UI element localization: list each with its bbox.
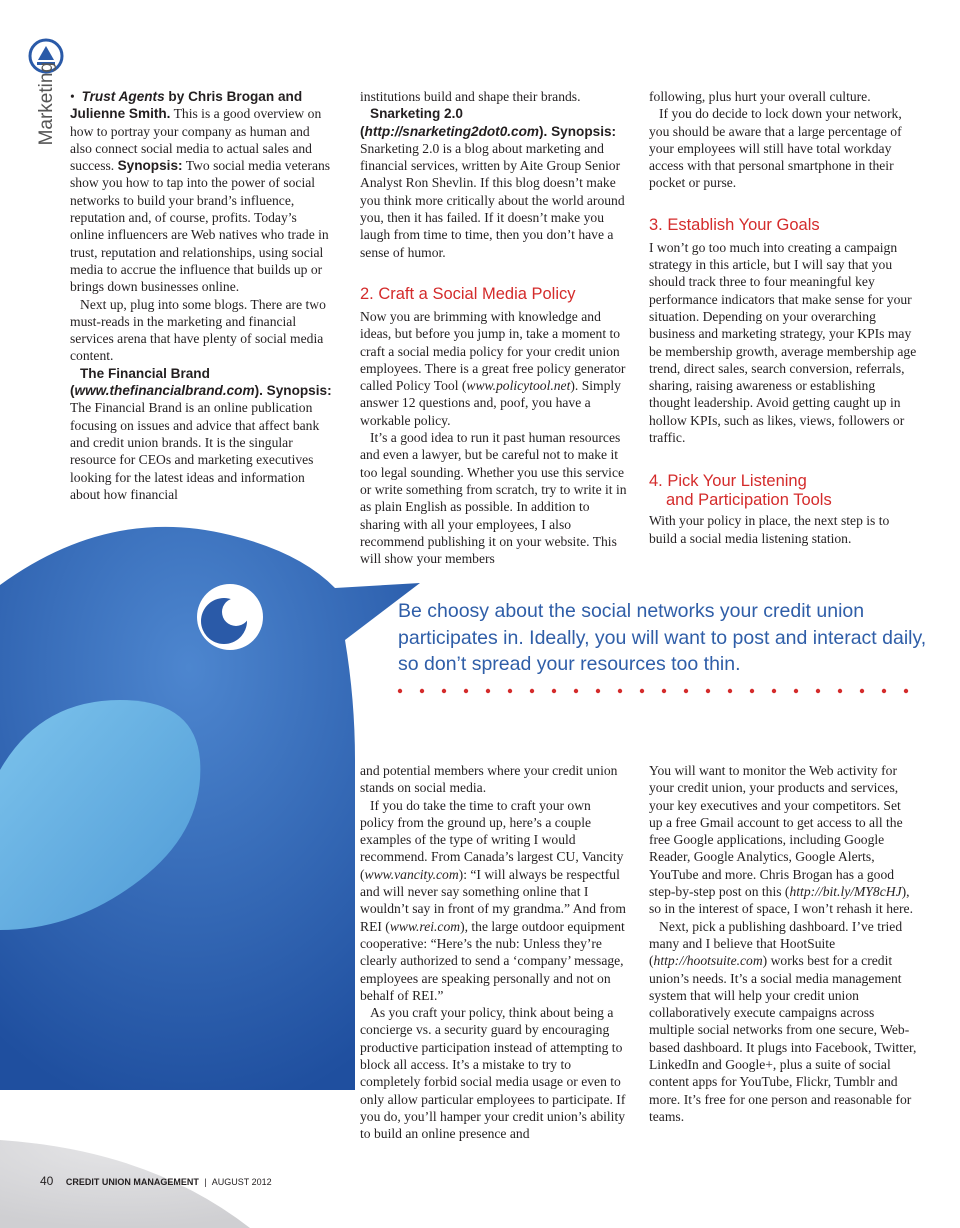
footer-divider: |: [204, 1177, 207, 1187]
column-1: [70, 88, 332, 503]
page-number: 40: [40, 1174, 54, 1188]
section-label: Marketing: [36, 62, 57, 146]
paragraph: If you do decide to lock down your network, you should be aware that a large percentage of your employees will still have total workday access with that personal smartphone in their pocket or purse.: [649, 106, 902, 191]
paragraph: Next, pick a publishing dashboard. I’ve tried many and I believe that HootSuite (http://hootsuite.com) works best for a credit union’s needs. It’s a social media management system that will help your credit union collaboratively execute campaigns across multiple social networks from one secure, Web-based dashboard. It plugs into Facebook, Twitter, LinkedIn and Google+, plus a suite of social content apps for YouTube, Flickr, Tumblr and more. It’s free for one person and reasonable for teams.: [649, 918, 917, 1124]
paragraph: Now you are brimming with knowledge and ideas, but before you jump in, take a moment to craft a social media policy for your credit union employees. There is a great free policy generator called Policy Tool (www.policytool.net). Simply answer 12 questions and, poof, you have a workable policy.: [360, 308, 626, 428]
paragraph: Snarketing 2.0 (http://snarketing2dot0.com). Synopsis: Snarketing 2.0 is a blog about marketing and financial services, written by Aite Group Senior Analyst Ron Shevlin. If this blog doesn’t make you think more critically about the world around you, then it has failed. If it doesn’t make you laugh from time to time, then you don’t have a sense of humor.: [360, 106, 625, 260]
issue-date: AUGUST 2012: [211, 1177, 272, 1187]
paragraph: institutions build and shape their brands.: [360, 89, 581, 104]
paragraph: As you craft your policy, think about being a concierge vs. a security guard by encouraging productive participation instead of attempting to block all access. It’s a mistake to try to completely forbid social media usage or even to only allow particular employees to participate. If you do, you’ll hamper your credit union’s ability to build an online presence and: [360, 1005, 626, 1142]
dotted-divider: [392, 684, 932, 698]
section-heading: 3. Establish Your Goals: [649, 215, 820, 234]
section-heading: 2. Craft a Social Media Policy: [360, 284, 576, 303]
paragraph: You will want to monitor the Web activity for your credit union, your products and services, your key executives and your competitors. Set up a free Gmail account to get access to all the free Google applications, including Google Reader, Google Analytics, Google Alerts, YouTube and more. Chris Brogan has a good step-by-step post on this (http://bit.ly/MY8cHJ), so in the interest of space, I won’t rehash it here.: [649, 763, 913, 917]
paragraph: following, plus hurt your overall culture.: [649, 89, 871, 104]
page-footer: [40, 1174, 272, 1188]
paragraph: If you do take the time to craft your own policy from the ground up, here’s a couple examples of the type of writing I would recommend. From Canada’s largest CU, Vancity (www.vancity.com): “I will always be respectful and will never say something online that I wouldn’t say in front of my grandma.” And from REI (www.rei.com), the large outdoor equipment cooperative: “Here’s the nub: Unless they’re clearly authorized to send a ‘company’ message, employees are speaking personally and not on behalf of REI.”: [360, 797, 626, 1003]
paragraph: The Financial Brand (www.thefinancialbrand.com). Synopsis: The Financial Brand is an online publication focusing on issues and advice that affect bank and credit union brands. It is the singular resource for CEOs and marketing executives looking for the latest ideas and information about how financial: [70, 365, 332, 502]
column-2: [360, 88, 628, 567]
paragraph: and potential members where your credit union stands on social media.: [360, 763, 618, 796]
paragraph: • Trust Agents by Chris Brogan and Julienne Smith. This is a good overview on how to portray your company as human and also connect social media to actual sales and success. Synopsis: Two social media veterans show you how to tap into the power of social networks to build your brand’s influence, reputation and, of course, profits. Today’s online influencers are Web natives who trade in trust, reputation and relationships, using social media to accrue the influence that builds up or brings down businesses online.: [70, 89, 331, 295]
paragraph: It’s a good idea to run it past human resources and even a lawyer, but be careful not to make it too legal sounding. Whether you use this service or write something from scratch, try to write it in as plain English as possible. In addition to sharing with all your employees, I also recommend publishing it on your website. This will show your members: [360, 430, 627, 567]
column-3: [649, 88, 917, 547]
section-heading: 4. Pick Your Listening and Participation Tools: [649, 472, 832, 510]
paragraph: With your policy in place, the next step is to build a social media listening station.: [649, 513, 890, 546]
paragraph: I won’t go too much into creating a campaign strategy in this article, but I will say that you should track three to four meaningful key performance indicators that make sense for your situation. Depending on your overarching business and marketing strategy, your KPIs may be membership growth, average membership age trend, direct sales, search conversion, referrals, sharing, raising awareness or establishing thought leadership. Avoid getting caught up in hollow KPIs, such as likes, views, followers or traffic.: [649, 239, 917, 446]
paragraph: Next up, plug into some blogs. There are two must-reads in the marketing and financial services arena that have plenty of social media content.: [70, 296, 326, 364]
column-5: [649, 762, 917, 1125]
column-4: [360, 762, 628, 1143]
pull-quote: Be choosy about the social networks your credit union participates in. Ideally, you will want to post and interact daily, so don’t spread your resources too thin.: [398, 600, 927, 675]
publication-name: CREDIT UNION MANAGEMENT: [65, 1177, 199, 1187]
